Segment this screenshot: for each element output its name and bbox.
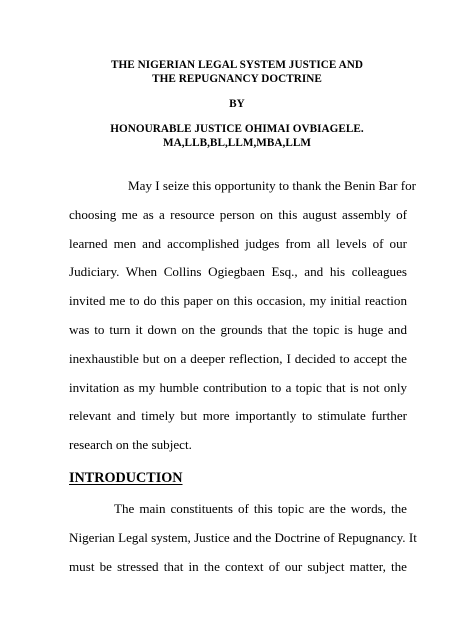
paragraph-line: Nigerian Legal system, Justice and the Doctrine of Repugnancy. It xyxy=(69,529,417,545)
opening-paragraph xyxy=(69,177,417,465)
paragraph-line: was to turn it down on the grounds that the topic is huge and xyxy=(69,321,407,337)
section-heading-introduction: INTRODUCTION xyxy=(69,470,183,486)
title-line: THE REPUGNANCY DOCTRINE xyxy=(152,73,322,85)
paragraph-line: Judiciary. When Collins Ogiegbaen Esq., and his colleagues xyxy=(69,264,407,280)
paragraph-line: relevant and timely but more importantly to stimulate further xyxy=(69,408,407,424)
introduction-paragraph xyxy=(69,500,417,586)
title-line: THE NIGERIAN LEGAL SYSTEM JUSTICE AND xyxy=(110,59,364,71)
paragraph-line: learned men and accomplished judges from all levels of our xyxy=(69,235,407,251)
paragraph-line: choosing me as a resource person on this august assembly of xyxy=(69,206,407,222)
author-name: HONOURABLE JUSTICE OHIMAI OVBIAGELE. xyxy=(110,123,364,135)
paragraph-line: May I seize this opportunity to thank the Benin Bar for xyxy=(128,178,417,193)
paragraph-line: inexhaustible but on a deeper reflection, I decided to accept the xyxy=(69,350,407,366)
paragraph-line: must be stressed that in the context of our subject matter, the xyxy=(69,558,407,574)
document-title xyxy=(0,58,474,86)
by-text: BY xyxy=(229,98,245,110)
byline-label xyxy=(0,97,474,111)
paragraph-line: The main constituents of this topic are the words, the xyxy=(114,501,407,516)
author-qualifications: MA,LLB,BL,LLM,MBA,LLM xyxy=(162,137,312,149)
paragraph-line: invited me to do this paper on this occasion, my initial reaction xyxy=(69,293,407,309)
paragraph-line: research on the subject. xyxy=(69,437,192,453)
paragraph-line: invitation as my humble contribution to a topic that is not only xyxy=(69,379,407,395)
author-block xyxy=(0,122,474,150)
